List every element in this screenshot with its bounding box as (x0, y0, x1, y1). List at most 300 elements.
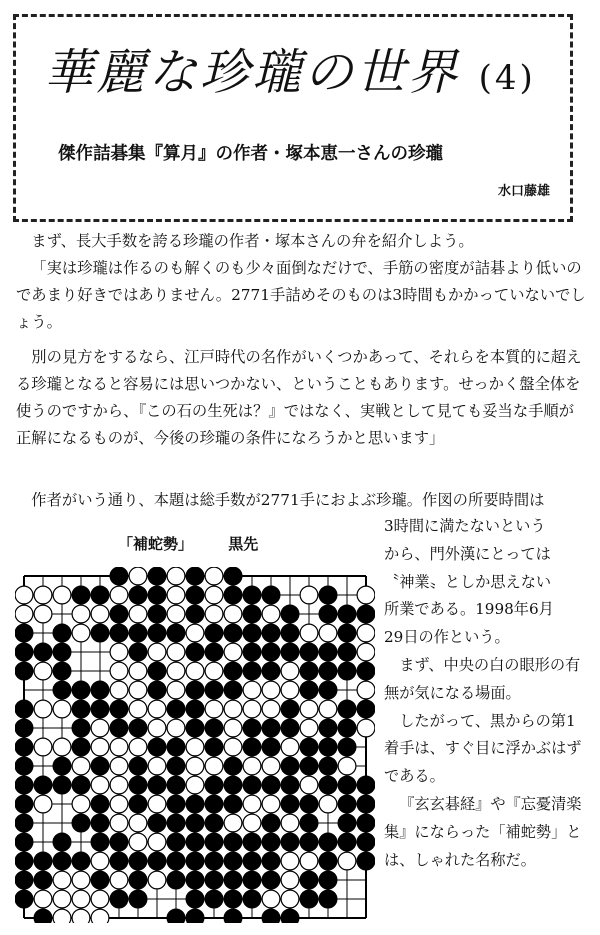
white-stone (91, 890, 109, 908)
side-paragraph-2: まず、中央の白の眼形の有無が気になる場面。 (384, 655, 581, 702)
white-stone (110, 738, 128, 756)
black-stone (186, 586, 204, 604)
black-stone (224, 624, 242, 642)
white-stone (300, 700, 318, 718)
black-stone (205, 890, 223, 908)
black-stone (91, 586, 109, 604)
black-stone (357, 814, 375, 832)
black-stone (148, 681, 166, 699)
black-stone (262, 738, 280, 756)
black-stone (205, 624, 223, 642)
black-stone (338, 738, 356, 756)
black-stone (15, 662, 33, 680)
black-stone (15, 833, 33, 851)
title-text: 華麗な珍瓏の世界 (44, 44, 461, 101)
white-stone (281, 738, 299, 756)
black-stone (300, 681, 318, 699)
black-stone (205, 738, 223, 756)
side-line-1: 3時間に満たないという (384, 517, 546, 535)
white-stone (224, 643, 242, 661)
white-stone (186, 624, 204, 642)
side-paragraph-4: 『玄玄碁経』や『忘憂清楽集』にならった「補蛇勢」とは、しゃれた名称だ。 (384, 794, 582, 869)
black-stone (15, 643, 33, 661)
white-stone (129, 681, 147, 699)
white-stone (167, 662, 185, 680)
body-paragraph-2: 「実は珍瓏は作るのも解くのも少々面倒なだけで、手筋の密度が詰碁より低いのであまり好きではありません。2771手詰めそのものは3時間もかかっていないでしょう。 (16, 259, 586, 331)
black-stone (319, 719, 337, 737)
black-stone (300, 833, 318, 851)
white-stone (148, 871, 166, 889)
white-stone (300, 719, 318, 737)
black-stone (15, 719, 33, 737)
black-stone (53, 852, 71, 870)
black-stone (357, 605, 375, 623)
black-stone (72, 776, 90, 794)
black-stone (338, 814, 356, 832)
black-stone (72, 814, 90, 832)
white-stone (167, 586, 185, 604)
black-stone (34, 909, 52, 923)
black-stone (338, 624, 356, 642)
black-stone (129, 757, 147, 775)
white-stone (129, 833, 147, 851)
black-stone (224, 795, 242, 813)
black-stone (357, 662, 375, 680)
white-stone (34, 738, 52, 756)
to-move: 黒先 (228, 535, 259, 553)
black-stone (186, 795, 204, 813)
black-stone (53, 643, 71, 661)
black-stone (110, 567, 128, 585)
black-stone (15, 890, 33, 908)
black-stone (224, 909, 242, 923)
white-stone (148, 719, 166, 737)
white-stone (110, 586, 128, 604)
black-stone (53, 681, 71, 699)
side-paragraph-3: したがって、黒からの第1着手は、すぐ目に浮かぶはずである。 (384, 711, 582, 786)
black-stone (338, 795, 356, 813)
black-stone (338, 643, 356, 661)
black-stone (72, 586, 90, 604)
black-stone (15, 624, 33, 642)
black-stone (205, 643, 223, 661)
white-stone (148, 643, 166, 661)
white-stone (129, 662, 147, 680)
black-stone (300, 871, 318, 889)
black-stone (167, 757, 185, 775)
white-stone (129, 567, 147, 585)
black-stone (281, 624, 299, 642)
white-stone (262, 681, 280, 699)
black-stone (34, 871, 52, 889)
black-stone (224, 852, 242, 870)
white-stone (110, 776, 128, 794)
white-stone (148, 833, 166, 851)
black-stone (319, 852, 337, 870)
black-stone (167, 871, 185, 889)
white-stone (338, 757, 356, 775)
white-stone (53, 890, 71, 908)
white-stone (91, 605, 109, 623)
white-stone (15, 586, 33, 604)
white-stone (91, 909, 109, 923)
white-stone (110, 795, 128, 813)
black-stone (243, 871, 261, 889)
black-stone (186, 909, 204, 923)
side-line-4: 所業である。1998年6月 (384, 600, 554, 619)
black-stone (167, 700, 185, 718)
black-stone (243, 738, 261, 756)
black-stone (15, 738, 33, 756)
black-stone (110, 719, 128, 737)
black-stone (262, 719, 280, 737)
black-stone (15, 757, 33, 775)
black-stone (338, 662, 356, 680)
white-stone (300, 776, 318, 794)
white-stone (72, 757, 90, 775)
white-stone (186, 738, 204, 756)
black-stone (129, 624, 147, 642)
black-stone (243, 776, 261, 794)
black-stone (300, 757, 318, 775)
black-stone (224, 567, 242, 585)
white-stone (34, 795, 52, 813)
black-stone (319, 643, 337, 661)
black-stone (338, 776, 356, 794)
title-number: (4) (478, 58, 536, 98)
white-stone (224, 719, 242, 737)
white-stone (357, 643, 375, 661)
white-stone (34, 586, 52, 604)
black-stone (186, 681, 204, 699)
white-stone (167, 719, 185, 737)
black-stone (319, 757, 337, 775)
black-stone (91, 871, 109, 889)
black-stone (72, 681, 90, 699)
black-stone (15, 814, 33, 832)
black-stone (91, 700, 109, 718)
black-stone (205, 795, 223, 813)
white-stone (300, 852, 318, 870)
black-stone (167, 776, 185, 794)
white-stone (129, 814, 147, 832)
white-stone (243, 681, 261, 699)
black-stone (110, 624, 128, 642)
black-stone (338, 700, 356, 718)
black-stone (72, 700, 90, 718)
black-stone (72, 738, 90, 756)
white-stone (53, 871, 71, 889)
black-stone (262, 662, 280, 680)
black-stone (300, 738, 318, 756)
white-stone (34, 662, 52, 680)
white-stone (110, 757, 128, 775)
white-stone (205, 700, 223, 718)
black-stone (243, 719, 261, 737)
white-stone (129, 700, 147, 718)
white-stone (243, 814, 261, 832)
black-stone (110, 890, 128, 908)
black-stone (205, 776, 223, 794)
black-stone (148, 605, 166, 623)
black-stone (243, 852, 261, 870)
white-stone (205, 567, 223, 585)
black-stone (319, 776, 337, 794)
white-stone (15, 605, 33, 623)
black-stone (262, 624, 280, 642)
white-stone (243, 795, 261, 813)
black-stone (186, 567, 204, 585)
black-stone (357, 833, 375, 851)
black-stone (129, 871, 147, 889)
black-stone (34, 852, 52, 870)
black-stone (243, 586, 261, 604)
black-stone (167, 814, 185, 832)
white-stone (72, 909, 90, 923)
black-stone (186, 871, 204, 889)
side-line-2: から、門外漢にとっては (384, 544, 551, 563)
black-stone (243, 605, 261, 623)
black-stone (91, 795, 109, 813)
black-stone (224, 681, 242, 699)
black-stone (110, 605, 128, 623)
black-stone (91, 681, 109, 699)
white-stone (110, 681, 128, 699)
white-stone (91, 719, 109, 737)
black-stone (319, 890, 337, 908)
black-stone (319, 662, 337, 680)
black-stone (224, 776, 242, 794)
black-stone (224, 833, 242, 851)
black-stone (15, 852, 33, 870)
black-stone (319, 871, 337, 889)
side-column (384, 513, 584, 874)
black-stone (262, 871, 280, 889)
white-stone (186, 662, 204, 680)
white-stone (72, 795, 90, 813)
black-stone (148, 776, 166, 794)
diagram-name: 「補蛇勢」 (118, 535, 194, 553)
black-stone (167, 909, 185, 923)
white-stone (129, 738, 147, 756)
white-stone (167, 567, 185, 585)
black-stone (15, 795, 33, 813)
black-stone (91, 757, 109, 775)
white-stone (186, 757, 204, 775)
black-stone (167, 795, 185, 813)
black-stone (281, 909, 299, 923)
white-stone (357, 624, 375, 642)
go-board (15, 567, 375, 923)
black-stone (338, 605, 356, 623)
black-stone (167, 738, 185, 756)
black-stone (205, 719, 223, 737)
white-stone (53, 700, 71, 718)
black-stone (110, 833, 128, 851)
white-stone (281, 681, 299, 699)
white-stone (186, 776, 204, 794)
black-stone (91, 624, 109, 642)
black-stone (91, 814, 109, 832)
black-stone (262, 586, 280, 604)
black-stone (110, 700, 128, 718)
black-stone (338, 719, 356, 737)
black-stone (262, 833, 280, 851)
black-stone (186, 814, 204, 832)
black-stone (300, 662, 318, 680)
white-stone (281, 814, 299, 832)
white-stone (129, 605, 147, 623)
black-stone (319, 586, 337, 604)
white-stone (319, 795, 337, 813)
white-stone (148, 757, 166, 775)
white-stone (205, 662, 223, 680)
black-stone (167, 852, 185, 870)
author-name: 水口藤雄 (497, 184, 550, 199)
article-title (44, 38, 564, 108)
black-stone (281, 795, 299, 813)
white-stone (300, 586, 318, 604)
black-stone (205, 681, 223, 699)
white-stone (72, 871, 90, 889)
white-stone (281, 871, 299, 889)
black-stone (186, 643, 204, 661)
white-stone (262, 795, 280, 813)
black-stone (262, 776, 280, 794)
white-stone (167, 605, 185, 623)
black-stone (357, 795, 375, 813)
white-stone (91, 852, 109, 870)
white-stone (91, 738, 109, 756)
white-stone (110, 662, 128, 680)
body-paragraph-3: 別の見方をするなら、江戸時代の名作がいくつかあって、それらを本質的に超える珍瓏となると容易には思いつかない、ということもあります。せっかく盤全体を使うのですから、『この石の生死は？』ではなく、実戦として見ても妥当な手順が正解になるものが、今後の珍瓏の条件になろうかと思います」 (16, 348, 582, 447)
black-stone (300, 795, 318, 813)
black-stone (53, 833, 71, 851)
white-stone (262, 890, 280, 908)
black-stone (186, 605, 204, 623)
white-stone (281, 852, 299, 870)
black-stone (148, 814, 166, 832)
white-stone (243, 757, 261, 775)
black-stone (148, 624, 166, 642)
white-stone (110, 871, 128, 889)
white-stone (262, 757, 280, 775)
black-stone (129, 586, 147, 604)
black-stone (205, 871, 223, 889)
black-stone (53, 662, 71, 680)
black-stone (319, 681, 337, 699)
white-stone (34, 605, 52, 623)
black-stone (186, 890, 204, 908)
black-stone (357, 700, 375, 718)
article-subtitle: 傑作詰碁集『算月』の作者・塚本恵一さんの珍瓏 (58, 144, 443, 164)
white-stone (205, 605, 223, 623)
white-stone (167, 643, 185, 661)
black-stone (129, 719, 147, 737)
white-stone (34, 890, 52, 908)
black-stone (129, 776, 147, 794)
white-stone (262, 700, 280, 718)
black-stone (243, 643, 261, 661)
black-stone (281, 700, 299, 718)
black-stone (243, 890, 261, 908)
white-stone (205, 586, 223, 604)
black-stone (72, 852, 90, 870)
black-stone (53, 776, 71, 794)
black-stone (319, 605, 337, 623)
white-stone (53, 586, 71, 604)
white-stone (72, 890, 90, 908)
white-stone (281, 890, 299, 908)
black-stone (34, 643, 52, 661)
body-paragraph-4: 作者がいう通り、本題は総手数が2771手におよぶ珍瓏。作図の所要時間は (31, 491, 545, 509)
black-stone (205, 814, 223, 832)
white-stone (224, 814, 242, 832)
white-stone (224, 738, 242, 756)
black-stone (262, 643, 280, 661)
white-stone (243, 700, 261, 718)
black-stone (110, 852, 128, 870)
diagram-caption (118, 533, 258, 554)
black-stone (357, 776, 375, 794)
white-stone (357, 681, 375, 699)
side-line-3: 〝神業〟としか思えない (384, 572, 552, 591)
black-stone (281, 643, 299, 661)
white-stone (224, 605, 242, 623)
black-stone (224, 871, 242, 889)
white-stone (53, 738, 71, 756)
white-stone (148, 795, 166, 813)
white-stone (319, 624, 337, 642)
black-stone (224, 586, 242, 604)
black-stone (338, 833, 356, 851)
black-stone (281, 833, 299, 851)
black-stone (205, 833, 223, 851)
black-stone (72, 719, 90, 737)
black-stone (224, 662, 242, 680)
black-stone (319, 833, 337, 851)
black-stone (15, 776, 33, 794)
black-stone (167, 624, 185, 642)
black-stone (186, 700, 204, 718)
white-stone (148, 700, 166, 718)
body-paragraph-1: まず、長大手数を誇る珍瓏の作者・塚本さんの弁を紹介しよう。 (31, 232, 474, 250)
black-stone (148, 586, 166, 604)
black-stone (91, 833, 109, 851)
black-stone (129, 852, 147, 870)
black-stone (319, 738, 337, 756)
black-stone (243, 662, 261, 680)
black-stone (53, 624, 71, 642)
white-stone (110, 643, 128, 661)
black-stone (243, 624, 261, 642)
white-stone (72, 605, 90, 623)
black-stone (281, 757, 299, 775)
white-stone (300, 624, 318, 642)
white-stone (34, 700, 52, 718)
white-stone (110, 814, 128, 832)
white-stone (224, 700, 242, 718)
black-stone (15, 871, 33, 889)
black-stone (243, 833, 261, 851)
black-stone (281, 605, 299, 623)
black-stone (186, 719, 204, 737)
black-stone (262, 909, 280, 923)
black-stone (34, 776, 52, 794)
black-stone (186, 833, 204, 851)
white-stone (262, 605, 280, 623)
white-stone (91, 776, 109, 794)
